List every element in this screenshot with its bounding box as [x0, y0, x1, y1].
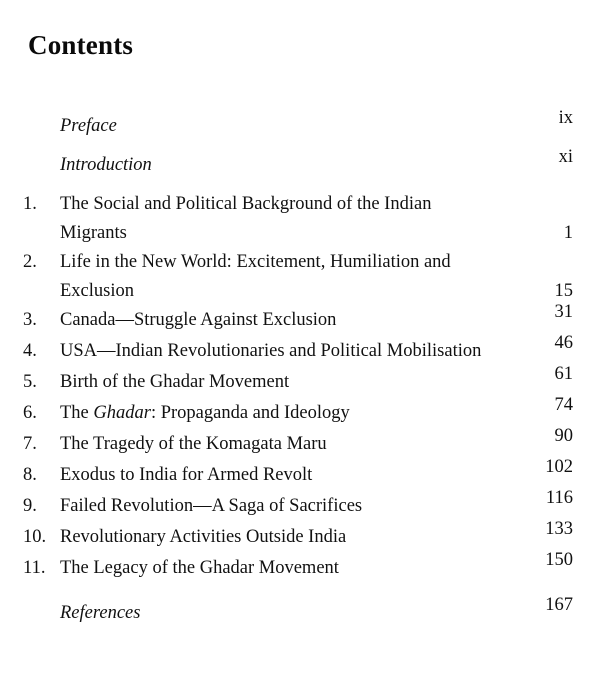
toc-entry-page-number: 150	[545, 550, 573, 570]
toc-entry-page-number: 116	[545, 488, 573, 508]
toc-entry-title[interactable]: Exodus to India for Armed Revolt	[60, 465, 313, 485]
toc-entry-title-line: Migrants	[60, 223, 127, 243]
toc-entry-title[interactable]: Failed Revolution—A Saga of Sacrifices	[60, 496, 363, 516]
page-title: Contents	[28, 30, 134, 60]
toc-entry[interactable]	[0, 190, 600, 248]
toc-entry-title[interactable]	[60, 248, 528, 306]
toc-entry-number: 7.	[23, 434, 37, 454]
toc-entry-page-number: 46	[554, 333, 573, 353]
toc-entry[interactable]	[0, 550, 600, 585]
toc-entry-title[interactable]: References	[60, 603, 141, 623]
toc-entry[interactable]	[0, 457, 600, 492]
toc-entry-page-number: 1	[563, 223, 573, 243]
toc-entry[interactable]	[0, 519, 600, 554]
toc-entry-number: 2.	[23, 252, 37, 272]
toc-entry[interactable]	[0, 147, 600, 190]
toc-entry-title[interactable]: The Ghadar: Propaganda and Ideology	[60, 403, 350, 423]
toc-entry-number: 6.	[23, 403, 37, 423]
toc-entry-number: 5.	[23, 372, 37, 392]
toc-entry-page-number: 167	[545, 595, 573, 615]
toc-entry-page-number: 61	[554, 364, 573, 384]
toc-entry-list	[0, 108, 600, 638]
section-spacer	[0, 585, 600, 599]
toc-entry-number: 3.	[23, 310, 37, 330]
toc-entry[interactable]	[0, 248, 600, 306]
toc-entry-page-number: 74	[554, 395, 573, 415]
toc-entry-page-number: ix	[558, 108, 573, 128]
toc-entry-title-line: Life in the New World: Excitement, Humiliation and	[60, 252, 451, 272]
toc-entry-page-number: 90	[554, 426, 573, 446]
toc-entry-title[interactable]: Preface	[60, 116, 117, 136]
toc-entry-title[interactable]: The Tragedy of the Komagata Maru	[60, 434, 327, 454]
toc-entry-title[interactable]: USA—Indian Revolutionaries and Political Mobilisation	[60, 341, 482, 361]
toc-entry-page-number: 102	[545, 457, 573, 477]
toc-entry-number: 1.	[23, 194, 37, 214]
toc-entry-title-line: The Social and Political Background of the Indian	[60, 194, 432, 214]
toc-entry-page-number: 31	[554, 302, 573, 322]
toc-entry[interactable]	[0, 426, 600, 461]
toc-entry[interactable]	[0, 364, 600, 399]
toc-entry[interactable]	[0, 595, 600, 638]
toc-entry-number: 4.	[23, 341, 37, 361]
toc-entry[interactable]	[0, 333, 600, 368]
toc-entry-number: 8.	[23, 465, 37, 485]
toc-entry-title-italic: Ghadar	[93, 403, 151, 423]
toc-entry-title[interactable]: Introduction	[60, 155, 152, 175]
toc-entry-title[interactable]: Revolutionary Activities Outside India	[60, 527, 347, 547]
toc-entry-title-line: Exclusion	[60, 281, 134, 301]
toc-entry-title[interactable]: Birth of the Ghadar Movement	[60, 372, 290, 392]
toc-entry-number: 11.	[23, 558, 46, 578]
toc-entry-page-number: xi	[558, 147, 573, 167]
toc-entry[interactable]	[0, 108, 600, 151]
toc-entry-number: 9.	[23, 496, 37, 516]
toc-entry[interactable]	[0, 395, 600, 430]
toc-entry-title[interactable]	[60, 190, 528, 248]
toc-entry-title[interactable]: Canada—Struggle Against Exclusion	[60, 310, 337, 330]
toc-entry[interactable]	[0, 488, 600, 523]
toc-entry-title[interactable]: The Legacy of the Ghadar Movement	[60, 558, 339, 578]
toc-entry-number: 10.	[23, 527, 47, 547]
toc-entry-page-number: 15	[554, 281, 573, 301]
toc-entry-page-number: 133	[545, 519, 573, 539]
toc-entry[interactable]	[0, 302, 600, 337]
